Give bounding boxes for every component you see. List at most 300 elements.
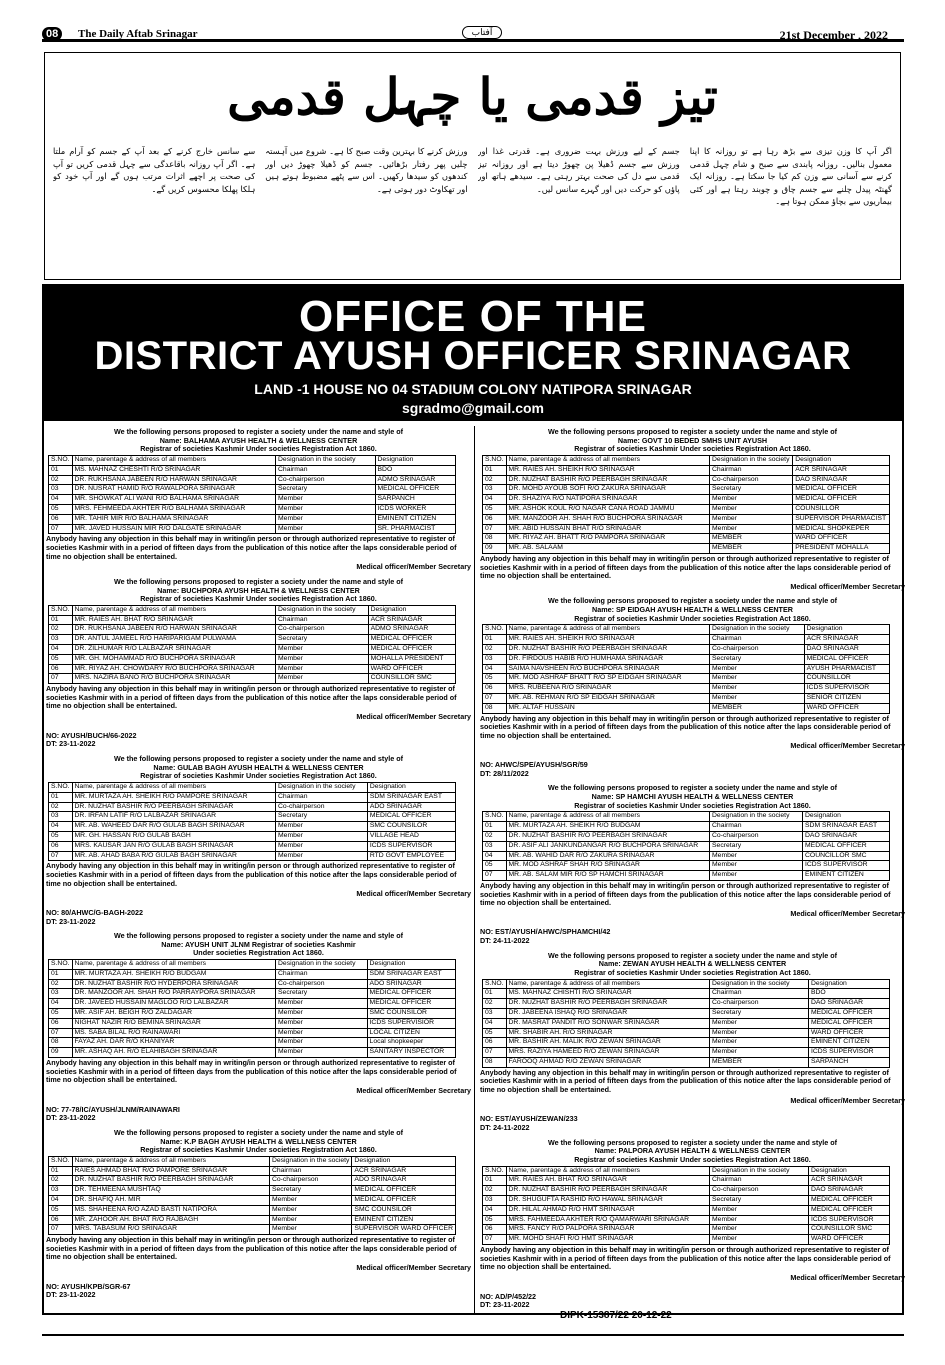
- table-cell: MEMBER: [710, 1058, 809, 1068]
- table-cell: Member: [276, 524, 376, 534]
- table-cell: DR. NUZHAT BASHIR R/O PEERBAGH SRINAGAR: [506, 1186, 710, 1196]
- table-cell: MR. MOD ASHRAF SHAH R/O SRINAGAR: [506, 861, 710, 871]
- column-header: Designation: [803, 812, 890, 822]
- table-cell: 05: [483, 1215, 507, 1225]
- members-table: [482, 811, 890, 881]
- table-cell: MR. SHABIR AH. R/O SRINAGAR: [506, 1028, 710, 1038]
- table-cell: Member: [276, 822, 368, 832]
- column-header: Name, parentage & address of all members: [72, 455, 276, 465]
- society-notice: [46, 428, 471, 572]
- notice-intro: We the following persons proposed to register a society under the name and style of: [547, 1137, 838, 1147]
- table-cell: MEDICAL OFFICER: [352, 1195, 456, 1205]
- reference-number: NO: AHWC/SPE/AYUSH/SGR/59: [480, 760, 588, 770]
- table-cell: ADO SRINAGAR: [352, 1176, 456, 1186]
- table-cell: MS. MAHNAZ CHESHTI R/O SRINAGAR: [72, 465, 276, 475]
- table-cell: COUNSILLOR SMC: [368, 674, 455, 684]
- table-cell: 02: [483, 475, 507, 485]
- table-cell: Member: [710, 514, 793, 524]
- table-cell: MRS. TABASUM R/O SRINAGAR: [72, 1225, 269, 1235]
- society-notice: [46, 932, 471, 1123]
- table-cell: MR. RIYAZ AH. CHOWDARY R/O BUCHPORA SRINAGAR: [72, 664, 276, 674]
- table-cell: Chairman: [710, 465, 793, 475]
- table-cell: MEDICAL OFFICER: [808, 1205, 889, 1215]
- table-cell: ACR SRINAGAR: [368, 615, 455, 625]
- table-row: [49, 831, 456, 841]
- table-cell: 02: [483, 1186, 507, 1196]
- table-cell: Chairman: [276, 969, 368, 979]
- table-cell: EMINENT CITIZEN: [352, 1215, 456, 1225]
- table-cell: DR. NUZHAT BASHIR R/O PEERBAGH SRINAGAR: [506, 999, 710, 1009]
- table-cell: 02: [49, 802, 73, 812]
- table-cell: 01: [483, 465, 507, 475]
- notice-intro: We the following persons proposed to register a society under the name and style of: [547, 596, 838, 606]
- table-cell: ADMO SRINAGAR: [368, 625, 455, 635]
- objection-text: Anybody having any objection in this behalf may in writing/in person or through authorized representative to register of societies Kashmir with in a period of fifteen days from the publication of this notice after the laps considerable period of time no objection shall be entertained.: [46, 1058, 457, 1085]
- objection-text: Anybody having any objection in this behalf may in writing/in person or through authorized representative to register of societies Kashmir with in a period of fifteen days from the publication of this notice after the laps considerable period of time no objection shall be entertained.: [46, 1235, 457, 1262]
- table-cell: 02: [483, 999, 507, 1009]
- table-cell: MEDICAL OFFICER: [793, 485, 890, 495]
- table-cell: DR. NUZHAT BASHIR R/O HYDERPORA SRINAGAR: [72, 979, 276, 989]
- table-cell: MRS. RUBEENA R/O SRINAGAR: [506, 684, 710, 694]
- table-cell: Member: [710, 684, 805, 694]
- table-cell: 07: [49, 524, 73, 534]
- table-cell: MR. RAIES AH. SHEIKH R/O SRINAGAR: [506, 635, 710, 645]
- table-header-row: [483, 625, 890, 635]
- ad-title-line1: OFFICE OF THE: [299, 292, 647, 341]
- notice-intro: We the following persons proposed to register a society under the name and style of: [113, 576, 404, 586]
- members-table: [48, 605, 456, 684]
- table-row: [483, 1058, 890, 1068]
- column-header: Name, parentage & address of all members: [506, 625, 710, 635]
- issue-date: 21st December , 2022: [779, 28, 888, 42]
- members-table: [48, 1156, 456, 1235]
- notice-intro: Registrar of societies Kashmir Under societies Registration Act 1860.: [574, 613, 811, 623]
- column-header: Designation in the society: [710, 979, 809, 989]
- table-cell: Member: [710, 1048, 809, 1058]
- reference-number: NO: 77-78/IC/AYUSH/JLNM/RAINAWARI: [46, 1104, 180, 1114]
- column-header: S.NO.: [49, 605, 73, 615]
- article-columns: [53, 145, 892, 273]
- table-cell: 09: [483, 544, 507, 554]
- table-cell: MR. ASHAQ AH. R/O ELAHIBAGH SRINAGAR: [72, 1048, 276, 1058]
- table-cell: 04: [483, 1205, 507, 1215]
- table-cell: RAIES AHMAD BHAT R/O PAMPORE SRINAGAR: [72, 1166, 269, 1176]
- table-row: [49, 625, 456, 635]
- column-header: S.NO.: [483, 812, 507, 822]
- table-cell: 01: [483, 635, 507, 645]
- column-header: S.NO.: [483, 455, 507, 465]
- table-cell: DAO SRINAGAR: [804, 644, 889, 654]
- table-cell: MEDICAL OFFICER: [803, 841, 890, 851]
- column-header: Name, parentage & address of all members: [72, 1156, 269, 1166]
- column-header: S.NO.: [483, 979, 507, 989]
- table-cell: Member: [710, 861, 803, 871]
- table-cell: 02: [49, 475, 73, 485]
- society-notice: [480, 784, 905, 945]
- objection-text: Anybody having any objection in this behalf may in writing/in person or through authorized representative to register of societies Kashmir with in a period of fifteen days from the publication of this notice after the laps considerable period of time no objection shall be entertained.: [480, 1244, 891, 1272]
- table-cell: MRS. FEHMEEDA AKHTER R/O BALHAMA SRINAGAR: [72, 504, 276, 514]
- notice-intro: Registrar of societies Kashmir Under societies Registration Act 1860.: [574, 1154, 811, 1164]
- article-column: اگر آپ کا وزن تیزی سے بڑھ رہا ہے تو روزانہ کا اپنا معمول بنالیں۔ روزانہ پابندی سے صبح و شام چہل قدمی کرنے سے آسانی سے وزن کم کیا جا سکتا ہے۔ روزانہ ایک گھنٹہ پیدل چلنے سے جسم چاق و چوبند رہتا ہے اور کئی بیماریوں سے بچاؤ ممکن ہوتا ہے۔: [689, 146, 892, 206]
- table-cell: MR. AB. WAHID DAR R/O ZAKURA SRINAGAR: [506, 851, 710, 861]
- table-cell: SUPERVISOR PHARMACIST: [793, 514, 890, 524]
- table-row: [49, 635, 456, 645]
- table-row: [483, 871, 890, 881]
- table-cell: Co-chairperson: [710, 475, 793, 485]
- signature: Medical officer/Member Secretary: [356, 562, 471, 572]
- table-cell: EMINENT CITIZEN: [803, 871, 890, 881]
- objection-text: Anybody having any objection in this behalf may in writing/in person or through authorized representative to register of societies Kashmir with in a period of fifteen days from the publication of this notice after the laps considerable period of time no objection shall be entertained.: [480, 553, 891, 581]
- table-cell: MR. GH. MOHAMMAD R/O BUCHPORA SRINAGAR: [72, 654, 276, 664]
- table-cell: WARD OFFICER: [808, 1235, 889, 1245]
- table-cell: Member: [276, 644, 369, 654]
- column-header: Designation in the society: [276, 605, 369, 615]
- table-cell: 02: [49, 979, 73, 989]
- column-header: Designation in the society: [710, 455, 793, 465]
- table-row: [483, 1176, 890, 1186]
- members-table: [482, 979, 890, 1068]
- table-cell: EMINENT CITIZEN: [808, 1038, 889, 1048]
- table-cell: Member: [276, 1018, 368, 1028]
- column-header: Designation: [808, 979, 889, 989]
- table-cell: MS. SABA BILAL R/O RAINAWARI: [72, 1028, 276, 1038]
- table-cell: 01: [49, 465, 73, 475]
- table-row: [483, 664, 890, 674]
- table-row: [483, 1235, 890, 1245]
- column-header: Name, parentage & address of all members: [506, 455, 710, 465]
- table-cell: MR. AB. SALAAM: [506, 544, 710, 554]
- table-row: [49, 1018, 456, 1028]
- table-cell: ADMO SRINAGAR: [375, 475, 455, 485]
- table-cell: Member: [710, 1038, 809, 1048]
- table-cell: MR. RAIES AH. BHAT R/O SRINAGAR: [72, 615, 276, 625]
- newspaper-logo: آفتاب: [462, 26, 502, 39]
- objection-text: Anybody having any objection in this behalf may in writing/in person or through authorized representative to register of societies Kashmir with in a period of fifteen days from the publication of this notice after the laps considerable period of time no objection shall be entertained.: [480, 880, 891, 908]
- table-cell: DR. ASIF ALI JANKUNDANGAR R/O BUCHPORA SRINAGAR: [506, 841, 710, 851]
- notice-intro: Registrar of societies Kashmir Under societies Registration Act 1860.: [140, 444, 377, 454]
- table-header-row: [49, 1156, 456, 1166]
- table-cell: SMC COUNSILOR: [352, 1205, 456, 1215]
- table-row: [49, 812, 456, 822]
- column-header: Designation in the society: [710, 1166, 809, 1176]
- society-name: Name: GOVT 10 BEDED SMHS UNIT AYUSH: [617, 435, 768, 445]
- table-cell: 05: [483, 861, 507, 871]
- table-cell: COUNCILLOR SMC: [803, 851, 890, 861]
- table-cell: Chairman: [710, 989, 809, 999]
- table-cell: MR. AB. SALAM MIR R/O SP HAMCHI SRINAGAR: [506, 871, 710, 881]
- objection-text: Anybody having any objection in this behalf may in writing/in person or through authorized representative to register of societies Kashmir with in a period of fifteen days from the publication of this notice after the laps considerable period of time no objection shall be entertained.: [46, 534, 457, 561]
- table-cell: DAO SRINAGAR: [808, 1186, 889, 1196]
- table-cell: MS. MAHNAZ CHISHTI R/O SRINAGAR: [506, 989, 710, 999]
- table-cell: 05: [483, 504, 507, 514]
- table-cell: DR. HILAL AHMAD R/O HMT SRINAGAR: [506, 1205, 710, 1215]
- table-row: [483, 644, 890, 654]
- table-cell: 04: [483, 851, 507, 861]
- table-cell: SANITARY INSPECTOR: [367, 1048, 455, 1058]
- table-cell: Member: [276, 841, 368, 851]
- table-cell: 08: [483, 703, 507, 713]
- table-cell: MR. BASHIR AH. MALIK R/O ZEWAN SRINAGAR: [506, 1038, 710, 1048]
- article-column: جسم کے لیے ورزش بہت ضروری ہے۔ قدرتی غذا اور ورزش سے جسم ڈھیلا پن چھوڑ دیتا ہے اور روزانہ تیز قدمی سے دل کی صحت بہتر رہتی ہے۔ سیدھے ہاتھ اور پاؤں کو حرکت دیں اور گہرے سانس لیں۔: [477, 146, 680, 194]
- table-cell: MOHALLA PRESIDENT: [368, 654, 455, 664]
- reference-date: DT: 23-11-2022: [46, 739, 96, 749]
- table-cell: SENIOR CITIZEN: [804, 693, 889, 703]
- table-cell: 02: [483, 831, 507, 841]
- column-header: Designation: [808, 1166, 889, 1176]
- table-row: [49, 1009, 456, 1019]
- table-cell: BDO: [808, 989, 889, 999]
- table-header-row: [483, 979, 890, 989]
- society-name: Name: BALHAMA AYUSH HEALTH & WELLNESS CENTER: [159, 435, 358, 445]
- column-header: Designation: [367, 960, 455, 970]
- society-name: Name: ZEWAN AYUSH HEALTH & WELLNESS CENTER: [598, 959, 787, 969]
- column-header: S.NO.: [49, 455, 73, 465]
- table-row: [49, 802, 456, 812]
- table-cell: SAIMA NAVSHEEN R/O BUCHPORA SRINAGAR: [506, 664, 710, 674]
- table-row: [49, 485, 456, 495]
- ayush-advertisement: [42, 284, 904, 1315]
- table-header-row: [49, 960, 456, 970]
- page-number: 08: [42, 27, 62, 41]
- table-cell: 07: [483, 524, 507, 534]
- table-row: [483, 475, 890, 485]
- notice-intro: Registrar of societies Kashmir Under societies Registration Act 1860.: [574, 968, 811, 978]
- table-cell: WARD OFFICER: [808, 1028, 889, 1038]
- table-cell: Secretary: [276, 989, 368, 999]
- column-header: Designation: [793, 455, 890, 465]
- column-header: Designation in the society: [710, 812, 803, 822]
- table-cell: MR. AB. WAHEED DAR R/O GULAB BAGH SRINAGAR: [72, 822, 276, 832]
- column-header: Name, parentage & address of all members: [506, 812, 710, 822]
- table-cell: Co-chairperson: [276, 475, 376, 485]
- table-cell: MEDICAL OFFICER: [375, 485, 455, 495]
- table-cell: DR. MOHD AYOUB SOFI R/O ZAKURA SRINAGAR: [506, 485, 710, 495]
- table-cell: SARPANCH: [808, 1058, 889, 1068]
- column-divider: [474, 426, 475, 1314]
- table-cell: DR. RUKHSANA JABEEN R/O HARWAN SRINAGAR: [72, 475, 276, 485]
- table-cell: 03: [483, 841, 507, 851]
- table-cell: MRS. KAUSAR JAN R/O GULAB BAGH SRINAGAR: [72, 841, 276, 851]
- table-row: [49, 792, 456, 802]
- table-row: [49, 1186, 456, 1196]
- urdu-article: [44, 52, 901, 280]
- table-row: [483, 1028, 890, 1038]
- column-header: Designation: [352, 1156, 456, 1166]
- table-cell: 08: [49, 1038, 73, 1048]
- table-row: [49, 1176, 456, 1186]
- table-cell: Secretary: [269, 1186, 351, 1196]
- column-header: Designation: [804, 625, 889, 635]
- members-table: [48, 959, 456, 1058]
- table-cell: BDO: [375, 465, 455, 475]
- table-cell: Member: [276, 1028, 368, 1038]
- signature: Medical officer/Member Secretary: [790, 908, 905, 918]
- table-cell: Member: [276, 495, 376, 505]
- members-table: [482, 624, 890, 713]
- table-row: [49, 465, 456, 475]
- table-cell: MR. ASHOK KOUL R/O NAGAR CANA ROAD JAMMU: [506, 504, 710, 514]
- table-cell: MR. RAIES AH. BHAT R/O SRINAGAR: [506, 1176, 710, 1186]
- bottom-rule: [42, 1334, 904, 1336]
- table-cell: DAO SRINAGAR: [793, 475, 890, 485]
- table-cell: Co-chairperson: [710, 831, 803, 841]
- table-cell: Member: [710, 1215, 809, 1225]
- table-row: [49, 504, 456, 514]
- objection-text: Anybody having any objection in this behalf may in writing/in person or through authorized representative to register of societies Kashmir with in a period of fifteen days from the publication of this notice after the laps considerable period of time no objection shall be entertained.: [46, 861, 457, 888]
- table-cell: 06: [483, 514, 507, 524]
- notice-intro: Registrar of societies Kashmir Under societies Registration Act 1860.: [140, 771, 377, 781]
- column-header: S.NO.: [49, 782, 73, 792]
- signature: Medical officer/Member Secretary: [356, 1263, 471, 1273]
- signature: Medical officer/Member Secretary: [790, 581, 905, 591]
- table-cell: MR. ABID HUSSAIN BHAT R/O SRINAGAR: [506, 524, 710, 534]
- table-row: [483, 693, 890, 703]
- table-cell: Member: [276, 1009, 368, 1019]
- column-header: Designation in the society: [276, 960, 368, 970]
- table-cell: COUNSILLOR: [804, 674, 889, 684]
- table-cell: 07: [483, 693, 507, 703]
- ad-email: sgradmo@gmail.com: [401, 400, 545, 416]
- table-cell: Chairman: [710, 635, 805, 645]
- column-header: S.NO.: [49, 960, 73, 970]
- table-cell: ICDS SUPERVISOR: [367, 841, 455, 851]
- table-cell: MR. MURTAZA AH. SHEIKH R/O BUDGAM: [72, 969, 276, 979]
- table-cell: SDM SRINAGAR EAST: [803, 822, 890, 832]
- table-cell: 04: [49, 999, 73, 1009]
- table-cell: NIGHAT NAZIR R/O BEMINA SRINAGAR: [72, 1018, 276, 1028]
- table-row: [483, 534, 890, 544]
- table-cell: SMC COUNSILOR: [367, 1009, 455, 1019]
- table-row: [483, 851, 890, 861]
- table-cell: Secretary: [276, 485, 376, 495]
- table-row: [483, 485, 890, 495]
- table-cell: SDM SRINAGAR EAST: [367, 792, 455, 802]
- reference-number: NO: AYUSH/KPB/SGR-67: [46, 1281, 131, 1291]
- column-header: Designation: [367, 782, 455, 792]
- table-cell: DR. NUZHAT BASHIR R/O PEERBAGH SRINAGAR: [506, 475, 710, 485]
- table-cell: SR. PHARMACIST: [375, 524, 455, 534]
- newspaper-name: The Daily Aftab Srinagar: [78, 28, 198, 40]
- table-cell: MR. ZAHOOR AH. BHAT R/O RAJBAGH: [72, 1215, 269, 1225]
- table-cell: SARPANCH: [375, 495, 455, 505]
- table-row: [49, 1166, 456, 1176]
- signature: Medical officer/Member Secretary: [790, 741, 905, 751]
- table-cell: Member: [276, 654, 369, 664]
- column-header: Designation in the society: [276, 782, 368, 792]
- table-cell: Member: [269, 1205, 351, 1215]
- table-row: [49, 822, 456, 832]
- table-row: [483, 514, 890, 524]
- reference-date: DT: 28/11/2022: [480, 768, 529, 778]
- table-cell: MRS. RAZIYA HAMEED R/O ZEWAN SRINAGAR: [506, 1048, 710, 1058]
- table-cell: MR. AB. AHAD BABA R/O GULAB BAGH SRINAGAR: [72, 851, 276, 861]
- society-name: Name: BUCHPORA AYUSH HEALTH & WELLNESS CENTER: [157, 585, 360, 595]
- table-cell: MEDICAL OFFICER: [808, 1009, 889, 1019]
- table-cell: MR. RIYAZ AH. BHATT R/O PAMPORA SRINAGAR: [506, 534, 710, 544]
- masthead-strip: [42, 27, 904, 42]
- table-cell: MR. SHOWKAT ALI WANI R/O BALHAMA SRINAGAR: [72, 495, 276, 505]
- table-cell: 04: [49, 822, 73, 832]
- article-column: سے سانس خارج کرنے کے بعد آپ کے جسم کو آرام ملتا ہے۔ اگر آپ روزانہ باقاعدگی سے چہل قدمی کریں تو آپ کی صحت پر اچھے اثرات مرتب ہوں گے اور آپ خود کو ہلکا پھلکا محسوس کریں گے۔: [53, 146, 256, 194]
- signature: Medical officer/Member Secretary: [356, 1085, 471, 1095]
- table-cell: DR. NUZHAT BASHIR R/O PEERBAGH SRINAGAR: [506, 644, 710, 654]
- table-cell: Secretary: [710, 1009, 809, 1019]
- table-cell: Member: [710, 664, 805, 674]
- table-cell: 05: [483, 674, 507, 684]
- ad-title-line2: DISTRICT AYUSH OFFICER SRINAGAR: [94, 334, 852, 378]
- article-column: ورزش کرنے کا بہترین وقت صبح کا ہے۔ شروع میں آہستہ چلیں پھر رفتار بڑھائیں۔ جسم کو ڈھیلا چھوڑ دیں اور کندھوں کو سیدھا رکھیں۔ اس سے پٹھے مضبوط ہوتے ہیں اور تھکاوٹ دور ہوتی ہے۔: [265, 146, 468, 194]
- table-cell: ACR SRINAGAR: [352, 1166, 456, 1176]
- notices-left-column: [46, 428, 471, 1306]
- table-cell: 07: [483, 871, 507, 881]
- table-cell: MR. MURTAZA AH. SHEIKH R/O BUDGAM: [506, 822, 710, 832]
- table-row: [483, 504, 890, 514]
- table-cell: Co-chairperson: [276, 802, 368, 812]
- table-cell: 06: [483, 1225, 507, 1235]
- table-row: [49, 644, 456, 654]
- table-cell: MR. TAHIR MIR R/O BALHAMA SRINAGAR: [72, 514, 276, 524]
- table-cell: Co-chairperson: [710, 999, 809, 1009]
- table-cell: 01: [49, 792, 73, 802]
- objection-text: Anybody having any objection in this behalf may in writing/in person or through authorized representative to register of societies Kashmir with in a period of fifteen days from the publication of this notice after the laps considerable period of time no objection shall be entertained.: [480, 713, 891, 740]
- notice-intro: Registrar of societies Kashmir Under societies Registration Act 1860.: [574, 800, 811, 810]
- reference-number: NO: 80/AHWC/G-BAGH-2022: [46, 907, 144, 917]
- table-cell: 06: [49, 841, 73, 851]
- reference-date: DT: 23-11-2022: [46, 916, 96, 926]
- reference-number: NO: EST/AYUSH/AHWC/SPHAMCHI/42: [480, 927, 611, 937]
- table-row: [483, 684, 890, 694]
- table-row: [49, 664, 456, 674]
- table-cell: ACR SRINAGAR: [808, 1176, 889, 1186]
- table-row: [483, 1215, 890, 1225]
- table-cell: SMC COUNSILOR: [367, 822, 455, 832]
- column-header: S.NO.: [483, 1166, 507, 1176]
- table-cell: Chairman: [710, 1176, 809, 1186]
- reference-date: DT: 23-11-2022: [480, 1300, 530, 1310]
- table-cell: DR. JAVEED HUSSAIN MAGLOO R/O LALBAZAR: [72, 999, 276, 1009]
- table-cell: ACR SRINAGAR: [804, 635, 889, 645]
- table-cell: MR. GH. HASSAN R/O GULAB BAGH: [72, 831, 276, 841]
- table-row: [49, 654, 456, 664]
- notice-intro: Registrar of societies Kashmir Under societies Registration Act 1860.: [140, 1145, 377, 1155]
- table-header-row: [483, 1166, 890, 1176]
- table-row: [49, 1205, 456, 1215]
- table-row: [483, 1225, 890, 1235]
- table-row: [483, 703, 890, 713]
- table-row: [49, 495, 456, 505]
- table-cell: Member: [710, 524, 793, 534]
- table-cell: FAROOQ AHMAD R/O ZEWAN SRINAGAR: [506, 1058, 710, 1068]
- reference-date: DT: 23-11-2022: [46, 1113, 96, 1123]
- table-cell: Member: [276, 851, 368, 861]
- table-cell: 03: [483, 485, 507, 495]
- table-cell: DR. SHAFIQ AH. MIR: [72, 1195, 269, 1205]
- signature: Medical officer/Member Secretary: [356, 712, 471, 722]
- table-cell: WARD OFFICER: [793, 534, 890, 544]
- members-table: [482, 1166, 890, 1245]
- table-cell: ICDS SUPERVISIOR: [367, 1018, 455, 1028]
- table-cell: Member: [710, 851, 803, 861]
- table-cell: COUNSILLOR SMC: [808, 1225, 889, 1235]
- table-cell: DR. JABEENA ISHAQ R/O SRINAGAR: [506, 1009, 710, 1019]
- table-row: [483, 1195, 890, 1205]
- table-header-row: [49, 455, 456, 465]
- table-cell: 05: [49, 1205, 73, 1215]
- table-cell: DR. NUSRAT HAMID R/O RAWALPORA SRINAGAR: [72, 485, 276, 495]
- table-cell: 03: [483, 1195, 507, 1205]
- table-cell: ICDS SUPERVISOR: [803, 861, 890, 871]
- table-row: [49, 514, 456, 524]
